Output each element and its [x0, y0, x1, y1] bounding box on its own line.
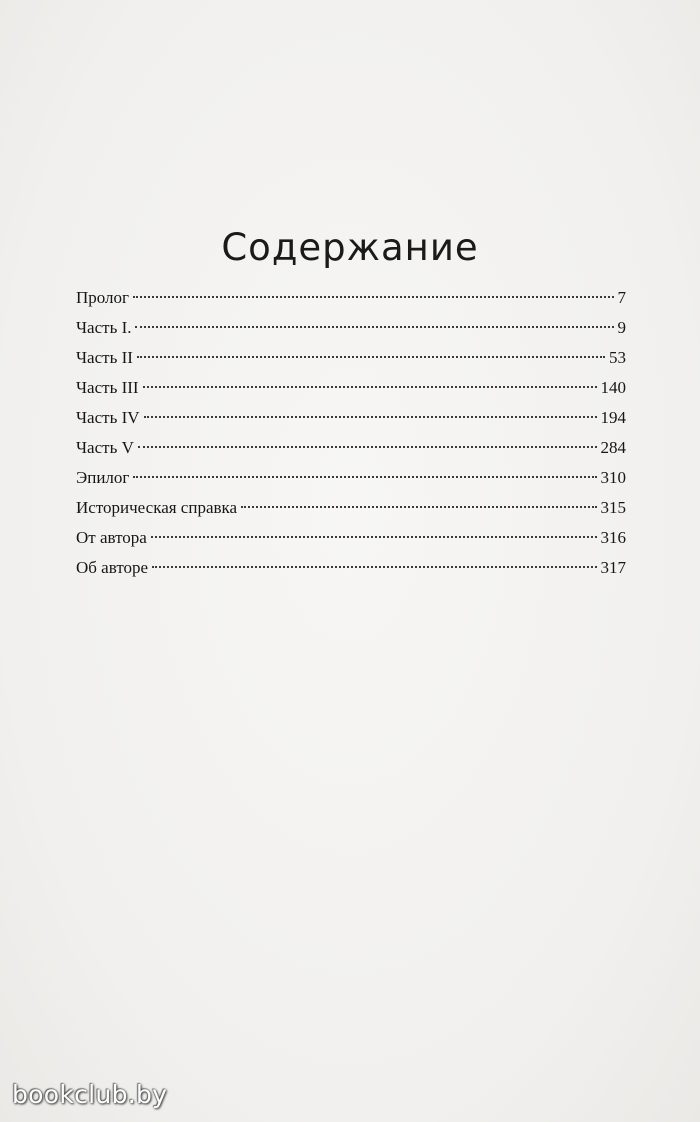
toc-entry-page: 316 — [600, 528, 626, 547]
toc-entry-page: 140 — [600, 378, 626, 397]
toc-entry — [76, 553, 626, 583]
toc-entry — [76, 493, 626, 523]
toc-entry — [76, 463, 626, 493]
toc-entry-label: Часть IV — [76, 408, 140, 427]
toc-entry — [76, 523, 626, 553]
toc-entry-label: Часть I. — [76, 318, 132, 337]
dot-leader — [241, 506, 596, 508]
toc-entry-page: 315 — [600, 498, 626, 517]
dot-leader — [151, 536, 597, 538]
dot-leader — [133, 476, 596, 478]
toc-entry-label: Пролог — [76, 288, 130, 307]
toc-entry — [76, 373, 626, 403]
toc-entry-page: 284 — [600, 438, 626, 457]
toc-entry — [76, 403, 626, 433]
table-of-contents — [76, 283, 626, 583]
toc-entry — [76, 343, 626, 373]
toc-entry — [76, 313, 626, 343]
page-title: Содержание — [221, 226, 479, 269]
toc-entry-page: 310 — [600, 468, 626, 487]
toc-entry-label: От автора — [76, 528, 147, 547]
toc-entry-page: 317 — [600, 558, 626, 577]
toc-entry-page: 194 — [600, 408, 626, 427]
toc-entry-label: Часть II — [76, 348, 133, 367]
dot-leader — [144, 416, 597, 418]
toc-entry-label: Эпилог — [76, 468, 130, 487]
toc-entry-label: Часть V — [76, 438, 134, 457]
toc-entry-page: 7 — [617, 288, 626, 307]
dot-leader — [137, 356, 605, 358]
watermark: bookclub.by — [12, 1080, 168, 1109]
dot-leader — [135, 326, 613, 328]
toc-entry — [76, 283, 626, 313]
toc-entry-label: Об авторе — [76, 558, 149, 577]
toc-entry-label: Историческая справка — [76, 498, 238, 517]
dot-leader — [138, 446, 597, 448]
toc-entry-page: 9 — [617, 318, 626, 337]
toc-entry-label: Часть III — [76, 378, 139, 397]
toc-entry-page: 53 — [609, 348, 626, 367]
dot-leader — [152, 566, 596, 568]
dot-leader — [133, 296, 613, 298]
dot-leader — [143, 386, 597, 388]
toc-entry — [76, 433, 626, 463]
